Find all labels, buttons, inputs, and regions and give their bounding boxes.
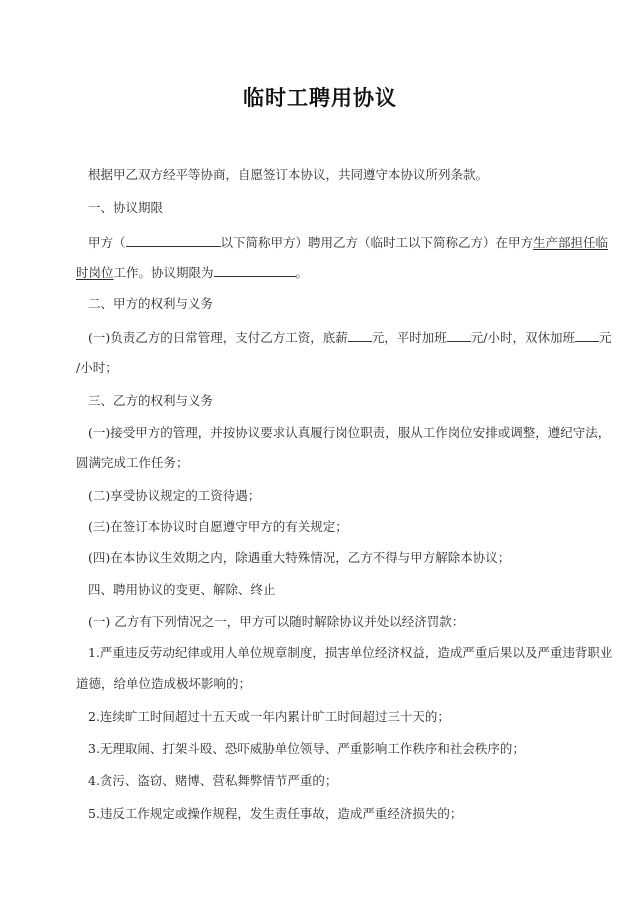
section-3-item-2: (二)享受协议规定的工资待遇；	[88, 488, 261, 503]
section-3-heading: 三、乙方的权利与义务	[88, 393, 214, 408]
overtime-rate-blank	[447, 329, 471, 342]
section-2-heading: 二、甲方的权利与义务	[88, 296, 214, 311]
section-3-item-3: (三)在签订本协议时自愿遵守甲方的有关规定；	[88, 519, 348, 534]
section-4-sub-1: (一) 乙方有下列情况之一，甲方可以随时解除协议并处以经济罚款：	[88, 614, 465, 629]
party-a-prefix: 甲方（	[88, 235, 126, 250]
document-title: 临时工聘用协议	[243, 86, 397, 110]
section-3-item-1-line-2: 圆满完成工作任务；	[76, 455, 189, 470]
department-underlined: 生产部担任临	[533, 235, 609, 250]
intro-paragraph: 根据甲乙双方经平等协商，自愿签订本协议，共同遵守本协议所列条款。	[88, 167, 489, 182]
section-1-heading: 一、协议期限	[88, 200, 164, 215]
weekend-rate-blank	[575, 329, 599, 342]
section-2-item-1	[88, 329, 612, 346]
section-4-point-3: 3.无理取闹、打架斗殴、恐吓威胁单位领导、严重影响工作秩序和社会秩序的；	[88, 741, 525, 756]
section-4-point-2: 2.连续旷工时间超过十五天或一年内累计旷工时间超过三十天的；	[88, 709, 450, 724]
overtime-prefix: 元，平时加班	[371, 330, 447, 345]
party-a-suffix: 以下简称甲方）聘用乙方（临时工以下简称乙方）在甲方	[220, 235, 534, 250]
section-4-point-1-line-1: 1.严重违反劳动纪律或用人单位规章制度，损害单位经济权益，造成严重后果以及严重违背职业	[88, 645, 613, 660]
section-2-item-1-cont: /小时；	[76, 360, 118, 375]
section-4-point-1-line-2: 道德，给单位造成极坏影响的；	[76, 676, 252, 691]
section-4-point-4: 4.贪污、盗窃、赌博、营私舞弊情节严重的；	[88, 773, 338, 788]
base-salary-blank	[348, 329, 372, 342]
section-4-heading: 四、聘用协议的变更、解除、终止	[88, 582, 276, 597]
term-suffix: 。	[295, 265, 309, 280]
term-prefix: 工作。协议期限为	[113, 265, 214, 280]
salary-prefix: (一)负责乙方的日常管理，支付乙方工资，底薪	[88, 330, 348, 345]
section-1-line-2	[76, 264, 308, 281]
party-a-name-blank	[126, 234, 221, 247]
post-underlined: 时岗位	[76, 265, 114, 280]
weekend-unit: 元	[599, 330, 612, 345]
section-1-line-1	[88, 234, 608, 251]
term-blank	[214, 264, 296, 277]
weekend-prefix: 元/小时，双休加班	[470, 330, 575, 345]
section-4-point-5: 5.违反工作规定或操作规程，发生责任事故，造成严重经济损失的；	[88, 806, 463, 821]
section-3-item-1-line-1: (一)接受甲方的管理，并按协议要求认真履行岗位职责，服从工作岗位安排或调整，遵纪守法，	[88, 425, 611, 440]
section-3-item-4: (四)在本协议生效期之内，除遇重大特殊情况，乙方不得与甲方解除本协议；	[88, 550, 511, 565]
